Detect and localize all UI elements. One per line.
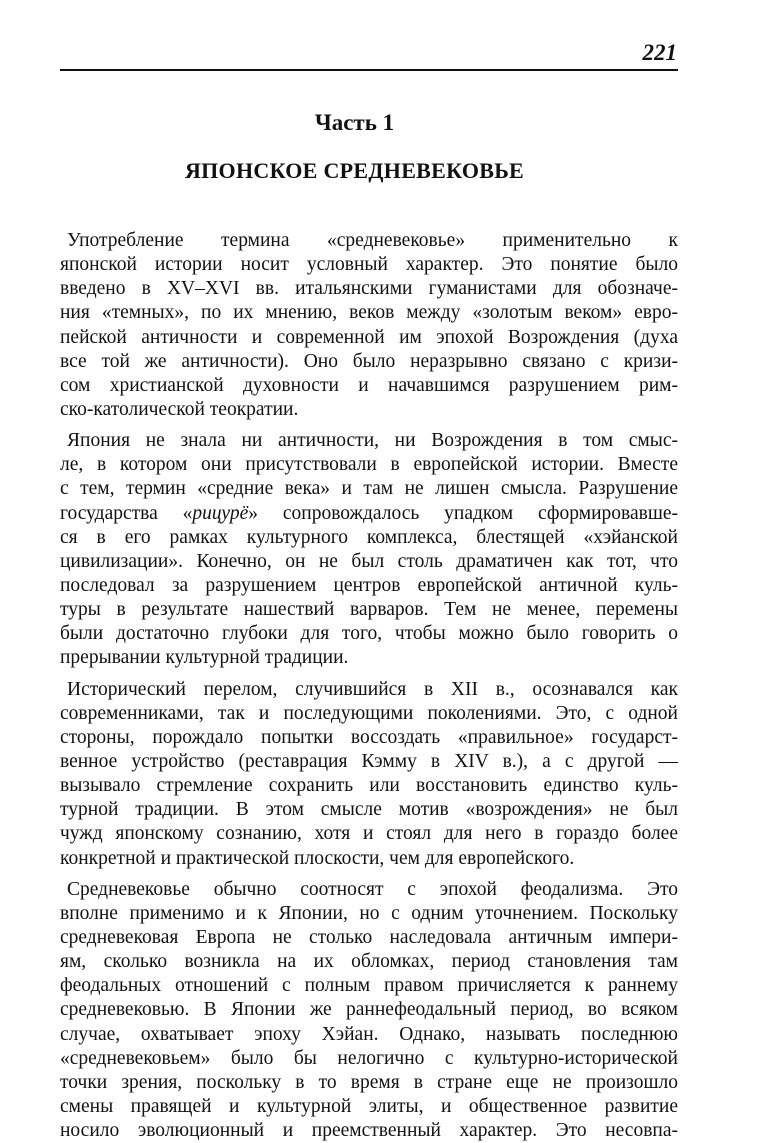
- paragraph-3: [60, 678, 678, 871]
- text-line: цивилизации». Конечно, он не был столь драматичен как тот, что: [60, 550, 678, 572]
- page-number: 221: [642, 40, 677, 65]
- text-line: с тем, термин «средние века» и там не лишен смысла. Разрушение: [60, 478, 678, 500]
- text-line: вполне применимо и к Японии, но с одним уточнением. Поскольку: [60, 902, 678, 924]
- text-line: ния «темных», по их мнению, веков между «золотым веком» евро-: [60, 302, 678, 324]
- text-line: Япония не знала ни античности, ни Возрождения в том смыс-: [67, 430, 678, 452]
- paragraph-1: [60, 229, 678, 422]
- text-line-with-term: государства «рицурё» сопровождалось упадком сформировавше-: [60, 502, 678, 524]
- chapter-title: ЯПОНСКОЕ СРЕДНЕВЕКОВЬЕ: [184, 158, 525, 183]
- text-line: конкретной и практической плоскости, чем для европейского.: [60, 847, 575, 869]
- text-line: средневековью. В Японии же раннефеодальный период, во всяком: [60, 999, 678, 1021]
- text-line: точки зрения, поскольку в то время в стране еще не произошло: [60, 1071, 678, 1093]
- text-line: Средневековье обычно соотносят с эпохой феодализма. Это: [67, 878, 678, 900]
- text-line: японской истории носит условный характер. Это понятие было: [60, 254, 678, 276]
- part-title: Часть 1: [314, 110, 395, 135]
- text-line: современниками, так и последующими поколениями. Это, с одной: [60, 702, 678, 724]
- text-line: турной традиции. В этом смысле мотив «возрождения» не был: [60, 799, 678, 821]
- text-fragment: государства: [60, 502, 183, 524]
- text-line: феодальных отношений с полным правом причисляется к раннему: [60, 975, 678, 997]
- body-text: [60, 229, 678, 1143]
- text-line: ско-католической теократии.: [60, 398, 299, 420]
- text-line: средневековая Европа не столько наследовала античным импери-: [60, 926, 678, 948]
- text-line: туры в результате нашествий варваров. Тем не менее, перемены: [60, 599, 678, 621]
- text-line: «средневековьем» было бы нелогично с культурно-исторической: [60, 1047, 678, 1069]
- text-fragment: » сопровождалось упадком сформировавше-: [248, 502, 678, 524]
- text-line: смены правящей и культурной элиты, и общественное развитие: [60, 1095, 678, 1117]
- text-line: последовал за разрушением центров европейской античной куль-: [60, 574, 678, 596]
- term-ritsuryo: рицурё: [192, 502, 249, 524]
- text-line: пейской античности и современной им эпохой Возрождения (духа: [60, 326, 678, 348]
- text-line: венное устройство (реставрация Кэмму в XIV в.), а с другой —: [60, 750, 678, 772]
- text-line: сом христианской духовности и начавшимся разрушением рим-: [60, 374, 678, 396]
- text-line: чужд японскому сознанию, хотя и стоял для него в гораздо более: [60, 823, 678, 845]
- text-line: ся в его рамках культурного комплекса, блестящей «хэйанской: [60, 526, 678, 548]
- text-line: ям, сколько возникла на их обломках, период становления там: [60, 951, 678, 973]
- text-line: Употребление термина «средневековье» применительно к: [67, 230, 678, 251]
- text-line: введено в XV–XVI вв. итальянскими гуманистами для обозначе-: [60, 278, 678, 300]
- text-line: вызывало стремление сохранить или восстановить единство куль-: [60, 775, 678, 797]
- text-line: носило эволюционный и преемственный характер. Это несовпа-: [60, 1120, 678, 1142]
- text-line: стороны, порождало попытки воссоздать «правильное» государст-: [60, 726, 678, 748]
- text-line: все той же античности). Оно было неразрывно связано с кризи-: [60, 350, 678, 372]
- paragraph-2: [60, 429, 678, 670]
- text-line: были достаточно глубоки для того, чтобы можно было говорить о: [60, 623, 678, 645]
- text-line: случае, охватывает эпоху Хэйан. Однако, называть последнюю: [60, 1023, 678, 1045]
- header-rule: [60, 69, 678, 71]
- text-line: ле, в котором они присутствовали в европейской истории. Вместе: [60, 454, 678, 476]
- paragraph-4: [60, 878, 678, 1143]
- text-line: прерывании культурной традиции.: [60, 647, 349, 669]
- text-line: Исторический перелом, случившийся в XII в., осознавался как: [67, 678, 678, 700]
